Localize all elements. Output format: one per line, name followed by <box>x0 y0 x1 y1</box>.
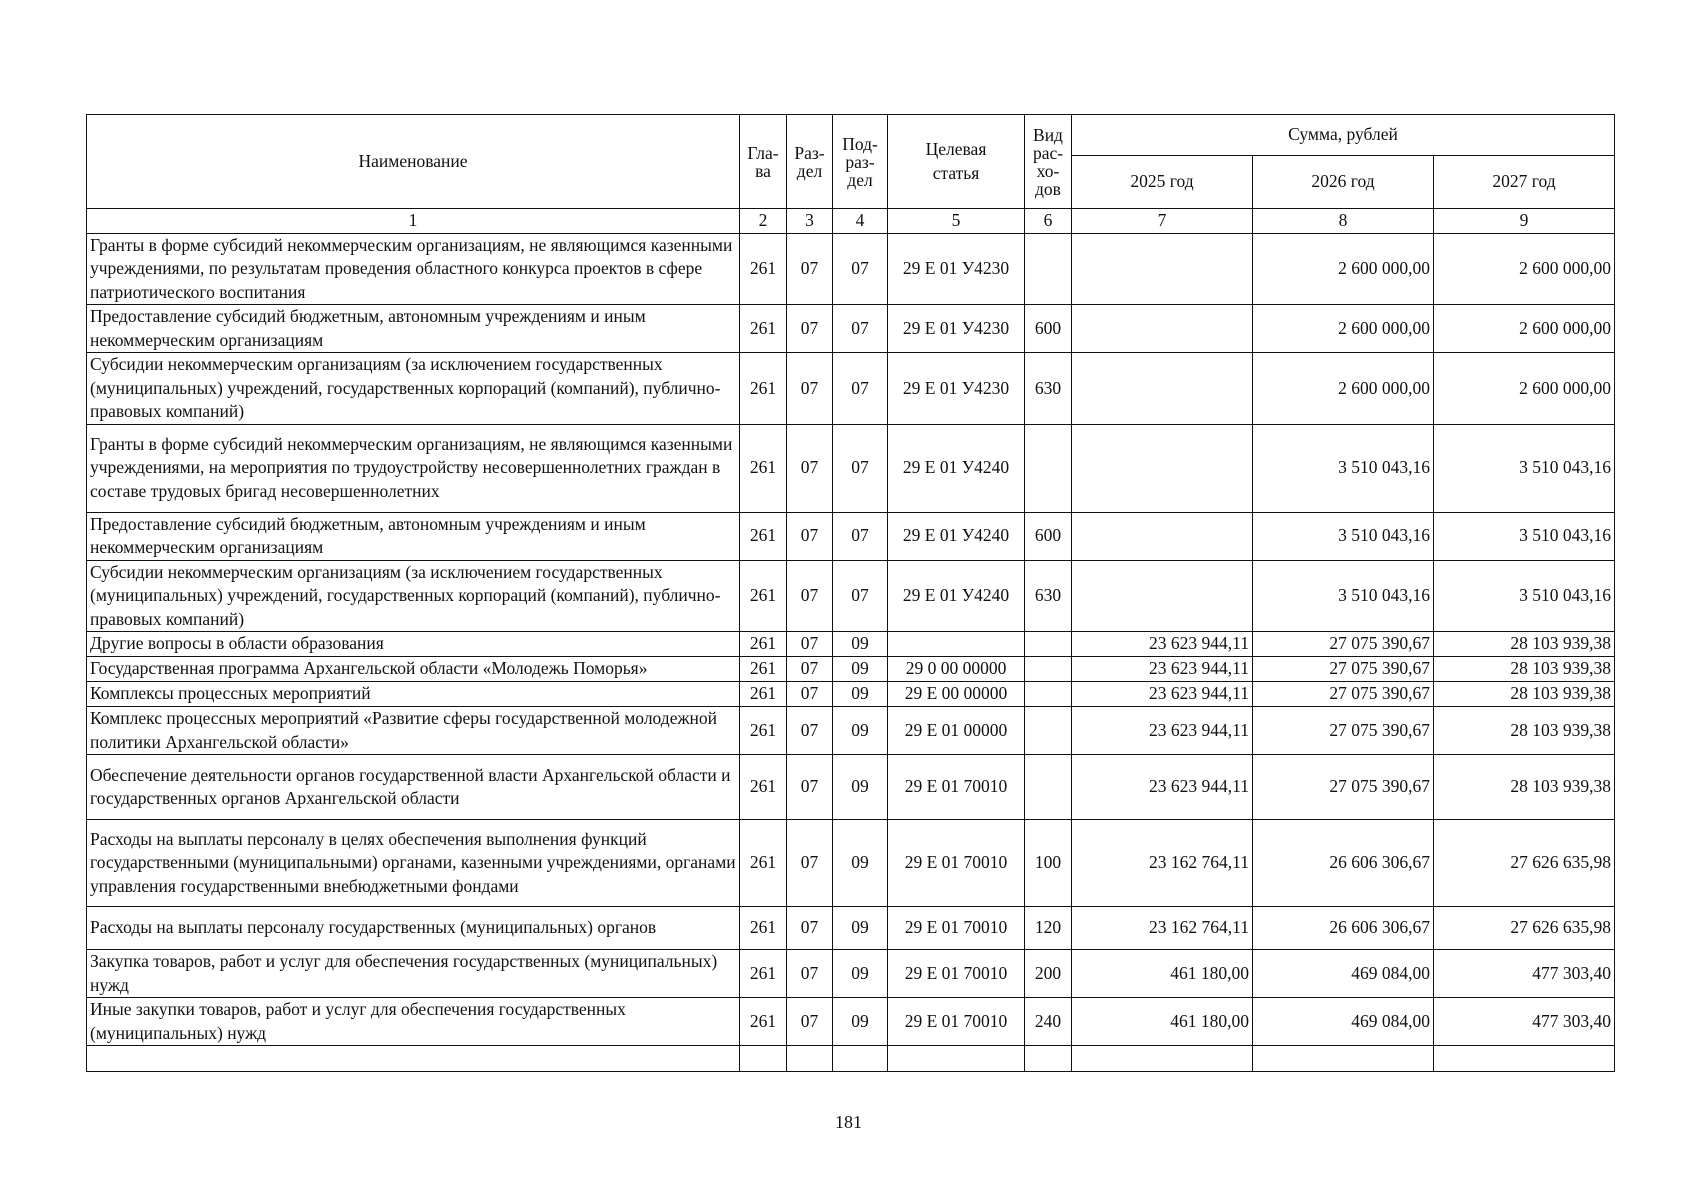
row-name: Расходы на выплаты персоналу государственных (муниципальных) органов <box>87 907 740 950</box>
row-sum-2026: 469 084,00 <box>1253 950 1434 998</box>
row-vid-raskhodov: 200 <box>1025 950 1072 998</box>
row-glava: 261 <box>740 305 787 353</box>
row-sum-2025 <box>1072 560 1253 632</box>
header-year-2026: 2026 год <box>1253 156 1434 209</box>
table-row <box>87 632 1615 657</box>
row-glava: 261 <box>740 657 787 682</box>
row-sum-2025 <box>1072 512 1253 560</box>
row-vid-raskhodov <box>1025 755 1072 820</box>
row-vid-raskhodov: 120 <box>1025 907 1072 950</box>
row-glava: 261 <box>740 233 787 305</box>
row-name: Закупка товаров, работ и услуг для обеспечения государственных (муниципальных) нужд <box>87 950 740 998</box>
row-razdel: 07 <box>787 560 833 632</box>
header-glava: Гла- ва <box>740 115 787 209</box>
row-razdel: 07 <box>787 353 833 425</box>
row-sum-2027: 3 510 043,16 <box>1434 560 1615 632</box>
row-sum-2027: 2 600 000,00 <box>1434 353 1615 425</box>
row-name: Гранты в форме субсидий некоммерческим организациям, не являющимся казенными учреждениями, по результатам проведения областного конкурса проектов в сфере патриотического воспитания <box>87 233 740 305</box>
row-sum-2026: 26 606 306,67 <box>1253 820 1434 907</box>
row-razdel: 07 <box>787 632 833 657</box>
row-razdel: 07 <box>787 907 833 950</box>
header-celevaya: Целевая статья <box>888 115 1025 209</box>
table-row <box>87 424 1615 512</box>
row-sum-2025 <box>1072 233 1253 305</box>
column-number: 4 <box>833 209 888 234</box>
row-celevaya-statya: 29 Е 01 70010 <box>888 820 1025 907</box>
row-glava: 261 <box>740 907 787 950</box>
row-celevaya-statya: 29 Е 01 70010 <box>888 907 1025 950</box>
row-sum-2027: 27 626 635,98 <box>1434 820 1615 907</box>
row-sum-2027: 2 600 000,00 <box>1434 305 1615 353</box>
table-row <box>87 657 1615 682</box>
row-sum-2027: 28 103 939,38 <box>1434 682 1615 707</box>
row-vid-raskhodov <box>1025 632 1072 657</box>
row-sum-2027: 28 103 939,38 <box>1434 657 1615 682</box>
row-sum-2027: 28 103 939,38 <box>1434 707 1615 755</box>
row-celevaya-statya: 29 Е 00 00000 <box>888 682 1025 707</box>
row-podrazdel: 09 <box>833 998 888 1046</box>
row-vid-raskhodov <box>1025 233 1072 305</box>
row-name: Государственная программа Архангельской области «Молодежь Поморья» <box>87 657 740 682</box>
row-sum-2026: 27 075 390,67 <box>1253 657 1434 682</box>
row-podrazdel: 09 <box>833 682 888 707</box>
row-glava: 261 <box>740 632 787 657</box>
row-glava: 261 <box>740 512 787 560</box>
header-razdel: Раз- дел <box>787 115 833 209</box>
row-razdel: 07 <box>787 950 833 998</box>
column-number: 3 <box>787 209 833 234</box>
row-name: Предоставление субсидий бюджетным, автономным учреждениям и иным некоммерческим организациям <box>87 305 740 353</box>
table-row <box>87 560 1615 632</box>
row-celevaya-statya: 29 Е 01 У4230 <box>888 353 1025 425</box>
header-year-2025: 2025 год <box>1072 156 1253 209</box>
column-number: 6 <box>1025 209 1072 234</box>
row-name: Обеспечение деятельности органов государственной власти Архангельской области и государственных органов Архангельской области <box>87 755 740 820</box>
row-sum-2027: 477 303,40 <box>1434 998 1615 1046</box>
row-razdel: 07 <box>787 755 833 820</box>
column-number: 7 <box>1072 209 1253 234</box>
row-podrazdel: 09 <box>833 632 888 657</box>
table-row <box>87 820 1615 907</box>
row-razdel: 07 <box>787 820 833 907</box>
row-sum-2025: 23 162 764,11 <box>1072 907 1253 950</box>
row-podrazdel: 09 <box>833 755 888 820</box>
row-sum-2025: 23 623 944,11 <box>1072 755 1253 820</box>
header-podrazdel: Под- раз- дел <box>833 115 888 209</box>
row-sum-2026: 27 075 390,67 <box>1253 632 1434 657</box>
row-celevaya-statya: 29 Е 01 У4240 <box>888 512 1025 560</box>
row-podrazdel: 09 <box>833 820 888 907</box>
row-podrazdel: 09 <box>833 657 888 682</box>
table-row <box>87 512 1615 560</box>
row-sum-2027: 28 103 939,38 <box>1434 632 1615 657</box>
row-sum-2026: 469 084,00 <box>1253 998 1434 1046</box>
row-vid-raskhodov: 240 <box>1025 998 1072 1046</box>
column-number: 9 <box>1434 209 1615 234</box>
row-vid-raskhodov <box>1025 424 1072 512</box>
column-number: 2 <box>740 209 787 234</box>
row-sum-2027: 477 303,40 <box>1434 950 1615 998</box>
row-razdel: 07 <box>787 657 833 682</box>
row-sum-2027: 27 626 635,98 <box>1434 907 1615 950</box>
row-vid-raskhodov: 100 <box>1025 820 1072 907</box>
row-razdel: 07 <box>787 305 833 353</box>
row-celevaya-statya: 29 Е 01 У4240 <box>888 424 1025 512</box>
row-celevaya-statya: 29 Е 01 70010 <box>888 755 1025 820</box>
row-name: Комплексы процессных мероприятий <box>87 682 740 707</box>
row-podrazdel: 09 <box>833 950 888 998</box>
header-vid: Вид рас- хо- дов <box>1025 115 1072 209</box>
row-sum-2026: 3 510 043,16 <box>1253 424 1434 512</box>
row-sum-2025: 23 623 944,11 <box>1072 632 1253 657</box>
row-name: Субсидии некоммерческим организациям (за исключением государственных (муниципальных) учреждений, государственных корпораций (компаний), публично-правовых компаний) <box>87 560 740 632</box>
column-number: 5 <box>888 209 1025 234</box>
row-name: Комплекс процессных мероприятий «Развитие сферы государственной молодежной политики Архангельской области» <box>87 707 740 755</box>
row-podrazdel: 07 <box>833 233 888 305</box>
header-summa: Сумма, рублей <box>1072 115 1615 156</box>
table-row <box>87 305 1615 353</box>
row-sum-2026: 27 075 390,67 <box>1253 755 1434 820</box>
budget-table <box>86 114 1615 1072</box>
row-name: Гранты в форме субсидий некоммерческим организациям, не являющимся казенными учреждениями, на мероприятия по трудоустройству несовершеннолетних граждан в составе трудовых бригад несовершеннолетних <box>87 424 740 512</box>
row-razdel: 07 <box>787 998 833 1046</box>
row-celevaya-statya: 29 Е 01 70010 <box>888 950 1025 998</box>
row-podrazdel: 07 <box>833 512 888 560</box>
table-row <box>87 233 1615 305</box>
table-row <box>87 950 1615 998</box>
row-sum-2026: 3 510 043,16 <box>1253 512 1434 560</box>
row-glava: 261 <box>740 682 787 707</box>
row-sum-2025: 461 180,00 <box>1072 998 1253 1046</box>
column-number-row <box>87 209 1615 234</box>
table-row <box>87 682 1615 707</box>
row-sum-2026: 3 510 043,16 <box>1253 560 1434 632</box>
row-celevaya-statya <box>888 632 1025 657</box>
row-vid-raskhodov: 600 <box>1025 512 1072 560</box>
table-row <box>87 998 1615 1046</box>
row-sum-2027: 28 103 939,38 <box>1434 755 1615 820</box>
row-name: Другие вопросы в области образования <box>87 632 740 657</box>
row-razdel: 07 <box>787 512 833 560</box>
row-razdel: 07 <box>787 707 833 755</box>
row-vid-raskhodov <box>1025 682 1072 707</box>
row-sum-2027: 3 510 043,16 <box>1434 512 1615 560</box>
row-vid-raskhodov: 630 <box>1025 353 1072 425</box>
row-sum-2026: 2 600 000,00 <box>1253 233 1434 305</box>
row-glava: 261 <box>740 755 787 820</box>
row-podrazdel: 07 <box>833 424 888 512</box>
column-number: 8 <box>1253 209 1434 234</box>
row-celevaya-statya: 29 0 00 00000 <box>888 657 1025 682</box>
header-name: Наименование <box>87 115 740 209</box>
budget-table-container <box>86 114 1614 1072</box>
table-row <box>87 353 1615 425</box>
row-sum-2026: 27 075 390,67 <box>1253 682 1434 707</box>
row-sum-2027: 3 510 043,16 <box>1434 424 1615 512</box>
row-name: Иные закупки товаров, работ и услуг для обеспечения государственных (муниципальных) нужд <box>87 998 740 1046</box>
row-celevaya-statya: 29 Е 01 У4230 <box>888 305 1025 353</box>
column-number: 1 <box>87 209 740 234</box>
row-sum-2025 <box>1072 305 1253 353</box>
table-body <box>87 233 1615 1046</box>
row-sum-2027: 2 600 000,00 <box>1434 233 1615 305</box>
table-row <box>87 907 1615 950</box>
row-sum-2025 <box>1072 424 1253 512</box>
row-sum-2025 <box>1072 353 1253 425</box>
row-name: Предоставление субсидий бюджетным, автономным учреждениям и иным некоммерческим организациям <box>87 512 740 560</box>
row-name: Расходы на выплаты персоналу в целях обеспечения выполнения функций государственными (муниципальными) органами, казенными учреждениями, органами управления государственными внебюджетными фондами <box>87 820 740 907</box>
row-glava: 261 <box>740 353 787 425</box>
row-glava: 261 <box>740 707 787 755</box>
row-vid-raskhodov <box>1025 657 1072 682</box>
row-sum-2025: 461 180,00 <box>1072 950 1253 998</box>
row-podrazdel: 07 <box>833 560 888 632</box>
row-podrazdel: 09 <box>833 907 888 950</box>
table-row <box>87 755 1615 820</box>
row-sum-2025: 23 623 944,11 <box>1072 657 1253 682</box>
row-glava: 261 <box>740 424 787 512</box>
row-razdel: 07 <box>787 682 833 707</box>
empty-row <box>87 1046 1615 1072</box>
row-sum-2025: 23 623 944,11 <box>1072 682 1253 707</box>
row-podrazdel: 07 <box>833 305 888 353</box>
row-vid-raskhodov <box>1025 707 1072 755</box>
row-celevaya-statya: 29 Е 01 00000 <box>888 707 1025 755</box>
table-row <box>87 707 1615 755</box>
row-sum-2026: 2 600 000,00 <box>1253 305 1434 353</box>
row-vid-raskhodov: 600 <box>1025 305 1072 353</box>
row-celevaya-statya: 29 Е 01 У4240 <box>888 560 1025 632</box>
row-sum-2025: 23 623 944,11 <box>1072 707 1253 755</box>
row-podrazdel: 07 <box>833 353 888 425</box>
row-sum-2026: 27 075 390,67 <box>1253 707 1434 755</box>
row-glava: 261 <box>740 950 787 998</box>
row-razdel: 07 <box>787 233 833 305</box>
row-sum-2026: 26 606 306,67 <box>1253 907 1434 950</box>
row-celevaya-statya: 29 Е 01 У4230 <box>888 233 1025 305</box>
row-name: Субсидии некоммерческим организациям (за исключением государственных (муниципальных) учреждений, государственных корпораций (компаний), публично-правовых компаний) <box>87 353 740 425</box>
row-sum-2025: 23 162 764,11 <box>1072 820 1253 907</box>
row-razdel: 07 <box>787 424 833 512</box>
row-podrazdel: 09 <box>833 707 888 755</box>
page-number: 181 <box>835 1112 862 1132</box>
header-year-2027: 2027 год <box>1434 156 1615 209</box>
row-celevaya-statya: 29 Е 01 70010 <box>888 998 1025 1046</box>
row-vid-raskhodov: 630 <box>1025 560 1072 632</box>
row-glava: 261 <box>740 820 787 907</box>
row-glava: 261 <box>740 560 787 632</box>
row-sum-2026: 2 600 000,00 <box>1253 353 1434 425</box>
row-glava: 261 <box>740 998 787 1046</box>
